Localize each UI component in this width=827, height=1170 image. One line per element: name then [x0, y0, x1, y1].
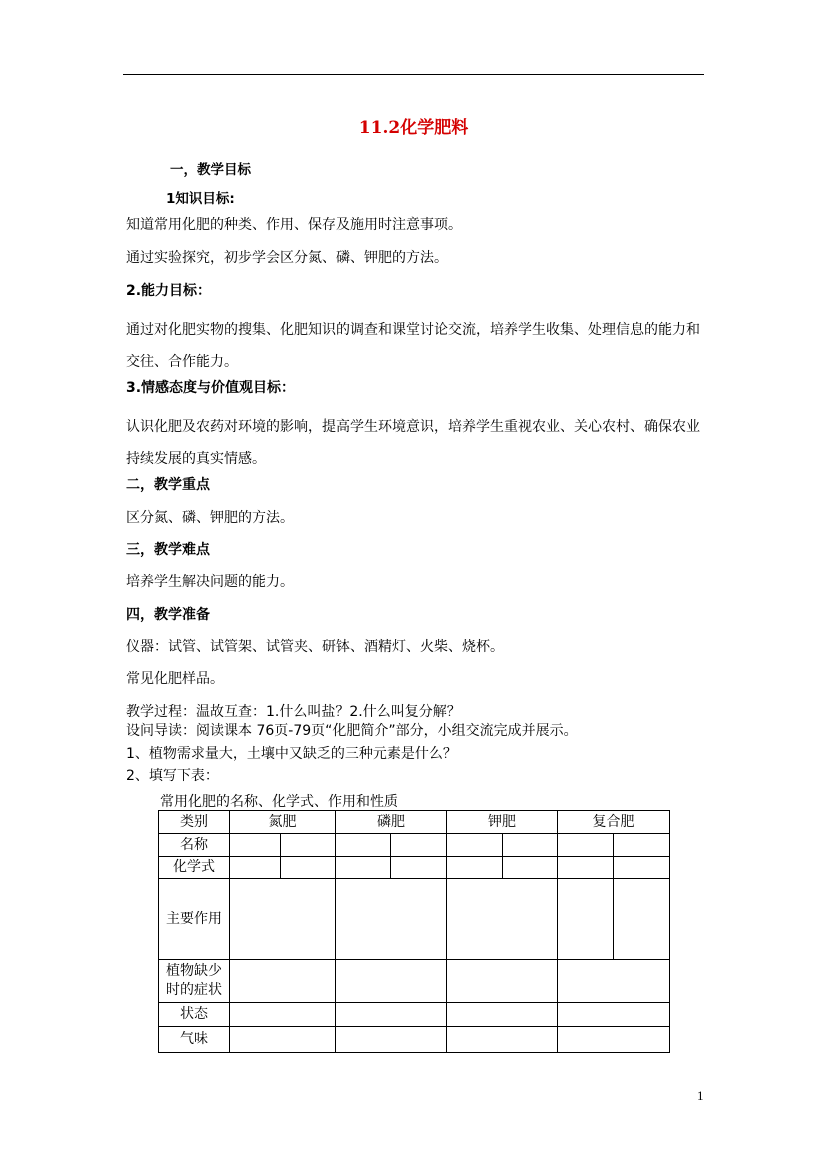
table-cell[interactable] [614, 879, 670, 960]
table-cell[interactable] [503, 857, 558, 879]
table-cell[interactable] [447, 857, 503, 879]
table-cell[interactable] [447, 1003, 558, 1027]
label-formula: 化学式 [159, 857, 230, 879]
header-potassium: 钾肥 [447, 811, 558, 834]
label-state: 状态 [159, 1003, 230, 1027]
section-3-heading: 三，教学难点 [126, 542, 210, 558]
table-cell[interactable] [336, 960, 447, 1003]
label-deficiency-line-2: 时的症状 [166, 982, 222, 998]
table-cell[interactable] [336, 879, 447, 960]
header-phosphorus: 磷肥 [336, 811, 447, 834]
table-cell[interactable] [336, 1027, 447, 1053]
table-cell[interactable] [336, 1003, 447, 1027]
table-cell[interactable] [230, 834, 281, 857]
table-cell[interactable] [391, 857, 447, 879]
table-cell[interactable] [336, 834, 391, 857]
header-type: 类别 [159, 811, 230, 834]
table-cell[interactable] [447, 1027, 558, 1053]
question-1: 1、植物需求量大，土壤中又缺乏的三种元素是什么？ [126, 746, 457, 762]
row-smell [159, 1027, 670, 1053]
table-cell[interactable] [614, 834, 670, 857]
ability-goal-heading: 2.能力目标： [126, 283, 212, 299]
table-cell[interactable] [614, 857, 670, 879]
table-cell[interactable] [281, 857, 336, 879]
label-deficiency-line-1: 植物缺少 [166, 963, 222, 979]
section-4-heading: 四，教学准备 [126, 607, 210, 623]
guide-line: 设问导读：阅读课本 76页-79页“化肥简介”部分，小组交流完成并展示。 [126, 723, 578, 739]
table-cell[interactable] [447, 879, 558, 960]
label-name: 名称 [159, 834, 230, 857]
table-cell[interactable] [230, 960, 336, 1003]
attitude-goal-text: 认识化肥及农药对环境的影响，提高学生环境意识，培养学生重视农业、关心农村、确保农业持续发展的真实情感。 [126, 419, 700, 467]
table-cell[interactable] [230, 1027, 336, 1053]
table-header-row [159, 811, 670, 834]
table-cell[interactable] [230, 857, 281, 879]
ability-goal-text: 通过对化肥实物的搜集、化肥知识的调查和课堂讨论交流，培养学生收集、处理信息的能力和交往、合作能力。 [126, 322, 700, 370]
header-rule [123, 74, 704, 75]
equipment-line: 仪器：试管、试管架、试管夹、研钵、酒精灯、火柴、烧杯。 [126, 639, 504, 655]
table-caption: 常用化肥的名称、化学式、作用和性质 [160, 794, 398, 810]
table-cell[interactable] [281, 834, 336, 857]
question-2: 2、填写下表： [126, 768, 219, 784]
table-cell[interactable] [558, 879, 614, 960]
knowledge-goal-line-1: 知道常用化肥的种类、作用、保存及施用时注意事项。 [126, 217, 462, 233]
table-cell[interactable] [558, 1027, 670, 1053]
table-cell[interactable] [230, 879, 336, 960]
section-2-text: 区分氮、磷、钾肥的方法。 [126, 510, 294, 526]
section-1-heading: 一，教学目标 [170, 162, 251, 178]
document-title: 11.2化学肥料 [358, 118, 469, 138]
table-cell[interactable] [558, 834, 614, 857]
table-cell[interactable] [447, 960, 558, 1003]
header-compound: 复合肥 [558, 811, 670, 834]
table-cell[interactable] [558, 960, 670, 1003]
table-cell[interactable] [230, 1003, 336, 1027]
attitude-goal-heading: 3.情感态度与价值观目标： [126, 380, 296, 396]
knowledge-goal-line-2: 通过实验探究，初步学会区分氮、磷、钾肥的方法。 [126, 250, 448, 266]
label-smell: 气味 [159, 1027, 230, 1053]
fertilizer-table [158, 810, 670, 1053]
page-number: 1 [697, 1088, 704, 1103]
section-2-heading: 二，教学重点 [126, 477, 210, 493]
row-formula [159, 857, 670, 879]
row-state [159, 1003, 670, 1027]
table-cell[interactable] [336, 857, 391, 879]
section-3-text: 培养学生解决问题的能力。 [126, 574, 294, 590]
header-nitrogen: 氮肥 [230, 811, 336, 834]
label-deficiency [159, 960, 230, 1003]
process-line: 教学过程：温故互查：1.什么叫盐？2.什么叫复分解？ [126, 704, 461, 720]
table-cell[interactable] [558, 1003, 670, 1027]
knowledge-goal-heading: 1知识目标: [166, 191, 235, 207]
table-cell[interactable] [391, 834, 447, 857]
samples-line: 常见化肥样品。 [126, 671, 224, 687]
table-cell[interactable] [558, 857, 614, 879]
label-effect: 主要作用 [159, 879, 230, 960]
row-name [159, 834, 670, 857]
row-effect [159, 879, 670, 960]
table-cell[interactable] [447, 834, 503, 857]
row-deficiency [159, 960, 670, 1003]
table-cell[interactable] [503, 834, 558, 857]
